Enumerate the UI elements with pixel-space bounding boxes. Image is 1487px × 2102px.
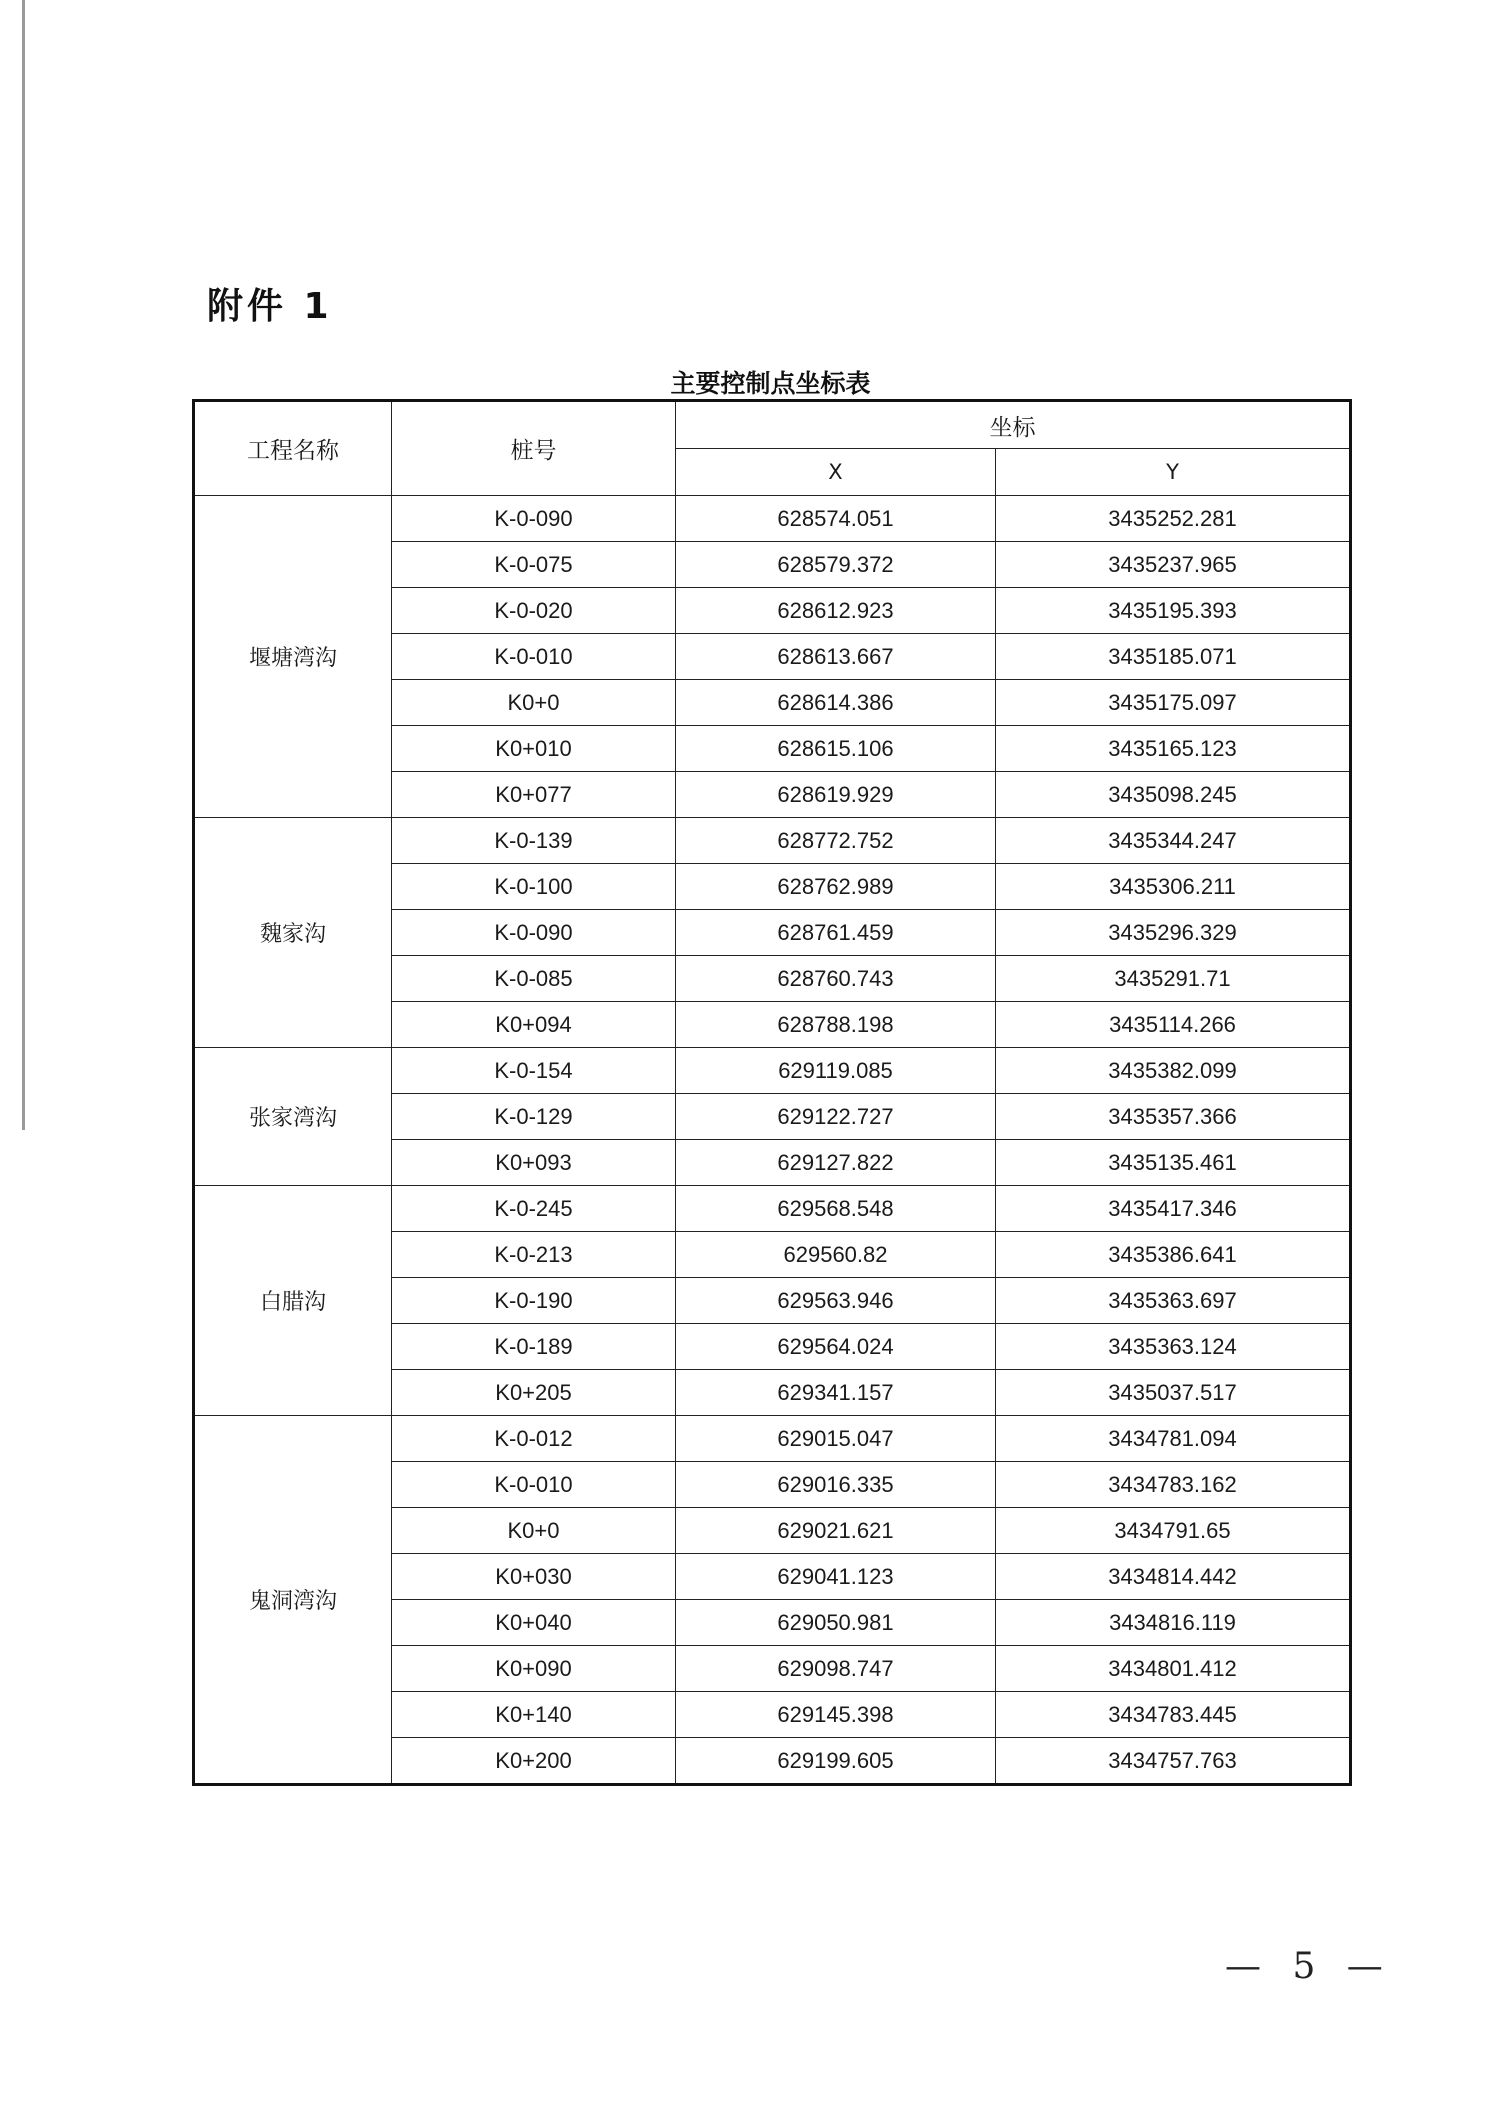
stake-cell: K-0-010 [392,1462,676,1508]
stake-cell: K-0-190 [392,1278,676,1324]
y-coordinate-cell: 3435306.211 [996,864,1351,910]
y-coordinate-cell: 3435114.266 [996,1002,1351,1048]
stake-cell: K0+200 [392,1738,676,1785]
stake-cell: K-0-090 [392,910,676,956]
y-coordinate-cell: 3434783.445 [996,1692,1351,1738]
stake-cell: K0+093 [392,1140,676,1186]
x-coordinate-cell: 629122.727 [676,1094,996,1140]
stake-cell: K0+010 [392,726,676,772]
stake-cell: K-0-213 [392,1232,676,1278]
y-coordinate-cell: 3435291.71 [996,956,1351,1002]
stake-cell: K0+077 [392,772,676,818]
stake-cell: K-0-154 [392,1048,676,1094]
y-coordinate-cell: 3435382.099 [996,1048,1351,1094]
page-number: — 5 — [1225,1946,1393,1987]
x-coordinate-cell: 628574.051 [676,496,996,542]
y-coordinate-cell: 3435417.346 [996,1186,1351,1232]
x-coordinate-cell: 629041.123 [676,1554,996,1600]
table-row [194,1416,1351,1462]
x-coordinate-cell: 629564.024 [676,1324,996,1370]
x-coordinate-cell: 629145.398 [676,1692,996,1738]
project-name-cell: 张家湾沟 [194,1048,392,1186]
x-coordinate-cell: 628788.198 [676,1002,996,1048]
x-coordinate-cell: 628762.989 [676,864,996,910]
x-coordinate-cell: 629021.621 [676,1508,996,1554]
y-coordinate-cell: 3434814.442 [996,1554,1351,1600]
y-coordinate-cell: 3434816.119 [996,1600,1351,1646]
x-coordinate-cell: 629098.747 [676,1646,996,1692]
x-coordinate-cell: 628613.667 [676,634,996,680]
stake-cell: K0+140 [392,1692,676,1738]
y-coordinate-cell: 3435195.393 [996,588,1351,634]
x-coordinate-cell: 629119.085 [676,1048,996,1094]
header-y: Y [996,449,1351,496]
y-coordinate-cell: 3435135.461 [996,1140,1351,1186]
stake-cell: K0+030 [392,1554,676,1600]
y-coordinate-cell: 3435363.697 [996,1278,1351,1324]
stake-cell: K-0-189 [392,1324,676,1370]
y-coordinate-cell: 3435237.965 [996,542,1351,588]
project-name-cell: 堰塘湾沟 [194,496,392,818]
y-coordinate-cell: 3435185.071 [996,634,1351,680]
stake-cell: K-0-100 [392,864,676,910]
y-coordinate-cell: 3435363.124 [996,1324,1351,1370]
y-coordinate-cell: 3435037.517 [996,1370,1351,1416]
coordinates-table [192,399,1352,1786]
table-row [194,1048,1351,1094]
y-coordinate-cell: 3434801.412 [996,1646,1351,1692]
y-coordinate-cell: 3434791.65 [996,1508,1351,1554]
x-coordinate-cell: 629568.548 [676,1186,996,1232]
x-coordinate-cell: 628615.106 [676,726,996,772]
x-coordinate-cell: 629016.335 [676,1462,996,1508]
stake-cell: K-0-010 [392,634,676,680]
x-coordinate-cell: 629341.157 [676,1370,996,1416]
stake-cell: K0+094 [392,1002,676,1048]
stake-cell: K-0-020 [392,588,676,634]
y-coordinate-cell: 3434783.162 [996,1462,1351,1508]
y-coordinate-cell: 3435386.641 [996,1232,1351,1278]
x-coordinate-cell: 629127.822 [676,1140,996,1186]
header-stake: 桩号 [392,401,676,496]
y-coordinate-cell: 3435252.281 [996,496,1351,542]
table-title: 主要控制点坐标表 [670,369,871,398]
y-coordinate-cell: 3435098.245 [996,772,1351,818]
project-name-cell: 魏家沟 [194,818,392,1048]
stake-cell: K-0-090 [392,496,676,542]
x-coordinate-cell: 629560.82 [676,1232,996,1278]
x-coordinate-cell: 629015.047 [676,1416,996,1462]
stake-cell: K0+0 [392,680,676,726]
y-coordinate-cell: 3435357.366 [996,1094,1351,1140]
stake-cell: K-0-075 [392,542,676,588]
x-coordinate-cell: 628614.386 [676,680,996,726]
x-coordinate-cell: 628612.923 [676,588,996,634]
y-coordinate-cell: 3434781.094 [996,1416,1351,1462]
stake-cell: K-0-085 [392,956,676,1002]
stake-cell: K0+0 [392,1508,676,1554]
stake-cell: K-0-139 [392,818,676,864]
stake-cell: K-0-012 [392,1416,676,1462]
table-row [194,496,1351,542]
x-coordinate-cell: 628579.372 [676,542,996,588]
stake-cell: K0+205 [392,1370,676,1416]
table-row [194,818,1351,864]
x-coordinate-cell: 629199.605 [676,1738,996,1785]
x-coordinate-cell: 629050.981 [676,1600,996,1646]
table-row [194,1186,1351,1232]
header-project-name: 工程名称 [194,401,392,496]
y-coordinate-cell: 3435296.329 [996,910,1351,956]
y-coordinate-cell: 3435165.123 [996,726,1351,772]
y-coordinate-cell: 3435344.247 [996,818,1351,864]
stake-cell: K0+090 [392,1646,676,1692]
y-coordinate-cell: 3435175.097 [996,680,1351,726]
scan-edge-line [22,0,25,1130]
y-coordinate-cell: 3434757.763 [996,1738,1351,1785]
x-coordinate-cell: 628761.459 [676,910,996,956]
header-x: X [676,449,996,496]
x-coordinate-cell: 628772.752 [676,818,996,864]
x-coordinate-cell: 628760.743 [676,956,996,1002]
header-coordinate: 坐标 [676,401,1351,449]
table-body [194,496,1351,1785]
x-coordinate-cell: 628619.929 [676,772,996,818]
project-name-cell: 鬼洞湾沟 [194,1416,392,1785]
stake-cell: K-0-129 [392,1094,676,1140]
attachment-label: 附件 1 [207,286,333,327]
stake-cell: K0+040 [392,1600,676,1646]
project-name-cell: 白腊沟 [194,1186,392,1416]
x-coordinate-cell: 629563.946 [676,1278,996,1324]
stake-cell: K-0-245 [392,1186,676,1232]
